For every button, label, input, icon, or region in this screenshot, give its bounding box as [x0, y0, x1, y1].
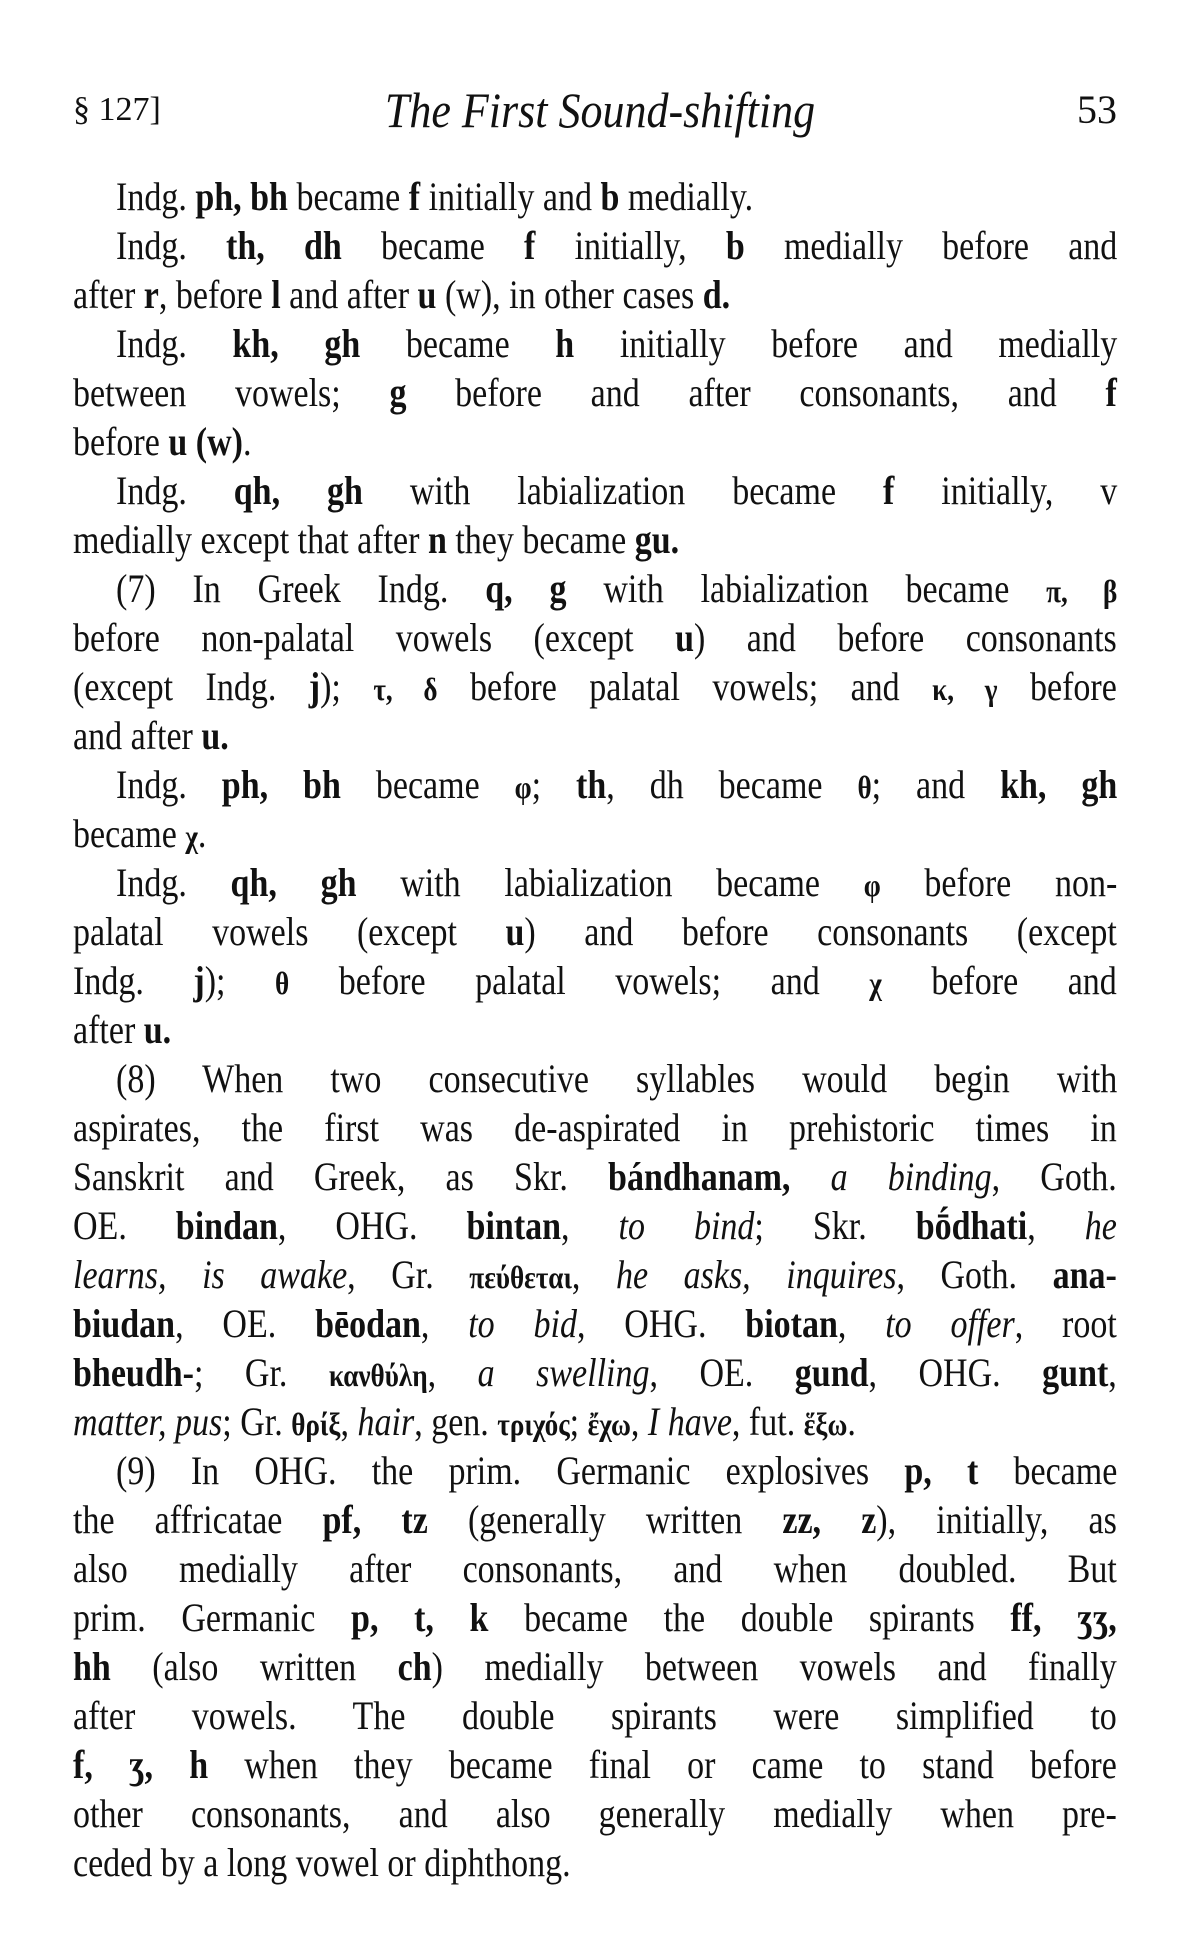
- text-run: before and: [881, 958, 1117, 1003]
- bold-term: qh, gh: [230, 860, 357, 905]
- bold-term: u.: [143, 1007, 172, 1052]
- bold-term: p, t: [904, 1448, 979, 1493]
- text-run: after: [73, 272, 144, 317]
- text-line: [116, 467, 1117, 515]
- bold-term: f: [408, 174, 421, 219]
- text-line: [73, 1300, 1117, 1348]
- text-run: , Goth.: [896, 1252, 1053, 1297]
- text-run: [790, 1154, 830, 1199]
- text-line: [73, 957, 1117, 1005]
- text-line: [73, 1153, 1117, 1201]
- text-line: [116, 565, 1117, 613]
- text-run: ,: [420, 1301, 469, 1346]
- bold-term: th: [576, 762, 607, 807]
- text-run: .: [847, 1399, 856, 1444]
- text-run: when they became final or came to stand before: [208, 1742, 1117, 1787]
- text-run: became the double spirants: [488, 1595, 1011, 1640]
- text-run: before: [73, 419, 169, 464]
- text-run: ) and before consonants (except: [524, 909, 1117, 954]
- text-run: (except Indg.: [73, 664, 309, 709]
- greek-term: ἔχω: [587, 1406, 631, 1442]
- bold-term: b: [725, 223, 745, 268]
- bold-term: f: [524, 223, 536, 268]
- text-run: ,: [427, 1350, 478, 1395]
- text-run: Indg.: [116, 762, 222, 807]
- text-run: (generally written: [427, 1497, 783, 1542]
- text-run: ; Skr.: [754, 1203, 916, 1248]
- text-line: [73, 1349, 1117, 1397]
- bold-term: bṓdhati: [915, 1203, 1028, 1248]
- text-run: ; Gr.: [193, 1350, 329, 1395]
- bold-term: b: [600, 174, 620, 219]
- greek-term: χ: [185, 818, 198, 854]
- text-run: ;: [569, 1399, 588, 1444]
- text-run: ,: [561, 1203, 619, 1248]
- text-line: [73, 614, 1117, 662]
- text-line: [116, 173, 1117, 221]
- text-line: [73, 1251, 1117, 1299]
- text-run: became: [341, 223, 525, 268]
- bold-term: f: [883, 468, 895, 513]
- text-run: , Gr.: [347, 1252, 470, 1297]
- bold-term: u: [417, 272, 437, 317]
- bold-term: kh, gh: [232, 321, 361, 366]
- bold-term: f, ʒ, h: [73, 1742, 209, 1787]
- text-run: (8) When two consecutive syllables would begin with: [116, 1056, 1118, 1101]
- text-run: medially before and: [744, 223, 1118, 268]
- italic-gloss: I have: [647, 1399, 732, 1444]
- bold-term: n: [427, 517, 447, 562]
- text-run: , fut.: [731, 1399, 804, 1444]
- bold-term: p, t, k: [351, 1595, 489, 1640]
- text-line: [73, 1790, 1117, 1838]
- bold-term: zz, z: [782, 1497, 877, 1542]
- text-run: (also written: [110, 1644, 398, 1689]
- text-run: , gen.: [414, 1399, 498, 1444]
- bold-term: h: [555, 321, 575, 366]
- bold-term: u: [505, 909, 525, 954]
- bold-term: bheudh-: [73, 1350, 194, 1395]
- bold-term: q, g: [485, 566, 567, 611]
- text-line: [73, 1006, 1117, 1054]
- bold-term: r: [143, 272, 159, 317]
- greek-term: κανθύλη: [328, 1357, 428, 1393]
- bold-term: f: [1105, 370, 1117, 415]
- text-run: );: [320, 664, 374, 709]
- text-run: , dh became: [606, 762, 858, 807]
- text-run: they became: [446, 517, 635, 562]
- text-run: ,: [1108, 1350, 1117, 1395]
- greek-term: κ, γ: [932, 671, 998, 707]
- bold-term: bándhanam,: [608, 1154, 791, 1199]
- bold-term: biotan: [745, 1301, 838, 1346]
- text-run: initially and: [420, 174, 601, 219]
- italic-gloss: a swelling: [477, 1350, 650, 1395]
- bold-term: ff, ʒʒ,: [1010, 1595, 1117, 1640]
- bold-term: ph, bh: [195, 174, 288, 219]
- bold-term: ch: [397, 1644, 432, 1689]
- italic-gloss: he: [1084, 1203, 1117, 1248]
- text-run: ,: [571, 1252, 616, 1297]
- text-run: ; and: [871, 762, 1001, 807]
- running-title: The First Sound-shifting: [384, 82, 816, 138]
- italic-gloss: he asks, inquires: [615, 1252, 897, 1297]
- text-run: also medially after consonants, and when doubled. But: [73, 1546, 1117, 1591]
- bold-term: u (w): [168, 419, 243, 464]
- italic-gloss: hair: [357, 1399, 415, 1444]
- greek-term: θ: [275, 965, 290, 1001]
- text-run: became: [287, 174, 409, 219]
- text-run: with labialization became: [356, 860, 864, 905]
- bold-term: th, dh: [226, 223, 342, 268]
- text-run: initially,: [535, 223, 726, 268]
- greek-term: τριχός: [497, 1406, 570, 1442]
- bold-term: j: [193, 958, 205, 1003]
- text-run: Indg.: [116, 468, 234, 513]
- text-line: [73, 271, 1117, 319]
- text-run: ;: [531, 762, 577, 807]
- text-run: with labialization became: [566, 566, 1047, 611]
- text-run: aspirates, the first was de-aspirated in prehistoric times in: [73, 1105, 1117, 1150]
- text-run: before: [997, 664, 1117, 709]
- text-run: ,: [630, 1399, 648, 1444]
- bold-term: biudan: [73, 1301, 176, 1346]
- text-run: medially.: [619, 174, 754, 219]
- text-run: OE.: [73, 1203, 176, 1248]
- text-line: [73, 810, 1117, 858]
- text-line: [116, 859, 1117, 907]
- bold-term: ph, bh: [221, 762, 341, 807]
- text-run: became: [73, 811, 186, 856]
- text-line: [73, 418, 1117, 466]
- text-run: and after: [280, 272, 418, 317]
- text-run: (9) In OHG. the prim. Germanic explosives: [116, 1448, 905, 1493]
- text-run: the affricatae: [73, 1497, 323, 1542]
- text-run: Indg.: [116, 321, 233, 366]
- text-run: (7) In Greek Indg.: [116, 566, 486, 611]
- text-line: [116, 1055, 1117, 1103]
- text-run: , before: [158, 272, 272, 317]
- text-run: .: [197, 811, 207, 856]
- text-run: between vowels;: [73, 370, 390, 415]
- text-line: [116, 1447, 1117, 1495]
- bold-term: j: [308, 664, 321, 709]
- greek-term: τ, δ: [373, 671, 438, 707]
- text-run: and after: [73, 713, 202, 758]
- text-run: Indg.: [116, 174, 196, 219]
- italic-gloss: to bind: [618, 1203, 755, 1248]
- text-line: [73, 1839, 1117, 1887]
- text-line: [116, 222, 1117, 270]
- text-run: ,: [837, 1301, 886, 1346]
- text-line: [73, 1692, 1117, 1740]
- bold-term: bindan: [175, 1203, 278, 1248]
- text-line: [73, 1202, 1117, 1250]
- page-number: 53: [1077, 87, 1117, 132]
- text-run: with labialization became: [362, 468, 884, 513]
- italic-gloss: to bid: [468, 1301, 577, 1346]
- section-reference: § 127]: [73, 91, 161, 128]
- text-run: ; Gr.: [222, 1399, 292, 1444]
- text-line: [73, 1594, 1117, 1642]
- text-run: ,: [1027, 1203, 1085, 1248]
- bold-term: bintan: [466, 1203, 562, 1248]
- greek-term: φ: [863, 867, 881, 903]
- bold-term: u.: [201, 713, 229, 758]
- text-run: , OE.: [649, 1350, 795, 1395]
- text-run: other consonants, and also generally medially when pre-: [73, 1791, 1117, 1836]
- text-run: ) medially between vowels and finally: [431, 1644, 1117, 1689]
- greek-term: πεύθεται: [469, 1259, 572, 1295]
- bold-term: pf, tz: [322, 1497, 428, 1542]
- italic-gloss: to offer: [885, 1301, 1015, 1346]
- bold-term: gund: [794, 1350, 869, 1395]
- text-run: medially except that after: [73, 517, 428, 562]
- text-run: after: [73, 1007, 144, 1052]
- greek-term: χ: [869, 965, 882, 1001]
- bold-term: u: [675, 615, 694, 660]
- text-run: , OHG.: [576, 1301, 746, 1346]
- italic-gloss: matter, pus: [73, 1399, 223, 1444]
- text-run: before non-palatal vowels (except: [73, 615, 676, 660]
- text-line: [73, 1643, 1117, 1691]
- greek-term: φ: [514, 769, 532, 805]
- text-run: Sanskrit and Greek, as Skr.: [73, 1154, 609, 1199]
- text-run: (w), in other cases: [436, 272, 703, 317]
- text-line: [116, 761, 1117, 809]
- text-run: initially, v: [894, 468, 1118, 513]
- bold-term: hh: [73, 1644, 111, 1689]
- text-run: , Goth.: [991, 1154, 1117, 1199]
- bold-term: kh, gh: [1000, 762, 1118, 807]
- bold-term: bēodan: [315, 1301, 421, 1346]
- text-run: palatal vowels (except: [73, 909, 506, 954]
- text-line: [73, 908, 1117, 956]
- text-run: ,: [340, 1399, 358, 1444]
- greek-term: θρίξ: [291, 1406, 341, 1442]
- text-run: before and after consonants, and: [406, 370, 1106, 415]
- text-run: );: [204, 958, 276, 1003]
- text-run: initially before and medially: [574, 321, 1118, 366]
- text-run: prim. Germanic: [73, 1595, 352, 1640]
- text-run: became: [360, 321, 556, 366]
- text-line: [73, 1104, 1117, 1152]
- text-line: [116, 320, 1117, 368]
- bold-term: l: [271, 272, 281, 317]
- text-line: [73, 663, 1117, 711]
- bold-term: ana-: [1052, 1252, 1117, 1297]
- text-run: before non-: [880, 860, 1118, 905]
- text-line: [73, 516, 1117, 564]
- bold-term: gu.: [634, 517, 680, 562]
- text-run: .: [242, 419, 252, 464]
- bold-term: qh, gh: [233, 468, 363, 513]
- text-line: [73, 1545, 1117, 1593]
- italic-gloss: a binding: [830, 1154, 992, 1199]
- text-run: after vowels. The double spirants were simplified to: [73, 1693, 1117, 1738]
- text-run: ) and before consonants: [693, 615, 1117, 660]
- bold-term: gunt: [1042, 1350, 1109, 1395]
- text-line: [73, 1496, 1117, 1544]
- text-line: [73, 369, 1117, 417]
- text-run: Indg.: [116, 223, 227, 268]
- bold-term: g: [389, 370, 407, 415]
- greek-term: θ: [857, 769, 872, 805]
- text-run: , root: [1014, 1301, 1117, 1346]
- text-run: , OHG.: [277, 1203, 467, 1248]
- text-line: [73, 1741, 1117, 1789]
- text-run: Indg.: [116, 860, 231, 905]
- text-run: became: [340, 762, 515, 807]
- text-run: ), initially, as: [876, 1497, 1117, 1542]
- text-run: became: [978, 1448, 1118, 1493]
- bold-term: d.: [702, 272, 731, 317]
- text-run: Indg.: [73, 958, 194, 1003]
- text-run: before palatal vowels; and: [437, 664, 933, 709]
- italic-gloss: learns, is awake: [73, 1252, 348, 1297]
- text-run: , OHG.: [868, 1350, 1043, 1395]
- text-run: before palatal vowels; and: [289, 958, 870, 1003]
- text-line: [73, 712, 1117, 760]
- text-run: , OE.: [175, 1301, 316, 1346]
- text-line: [73, 1398, 1117, 1446]
- greek-term: ἕξω: [803, 1406, 848, 1442]
- text-run: ceded by a long vowel or diphthong.: [73, 1840, 571, 1885]
- greek-term: π, β: [1046, 573, 1118, 609]
